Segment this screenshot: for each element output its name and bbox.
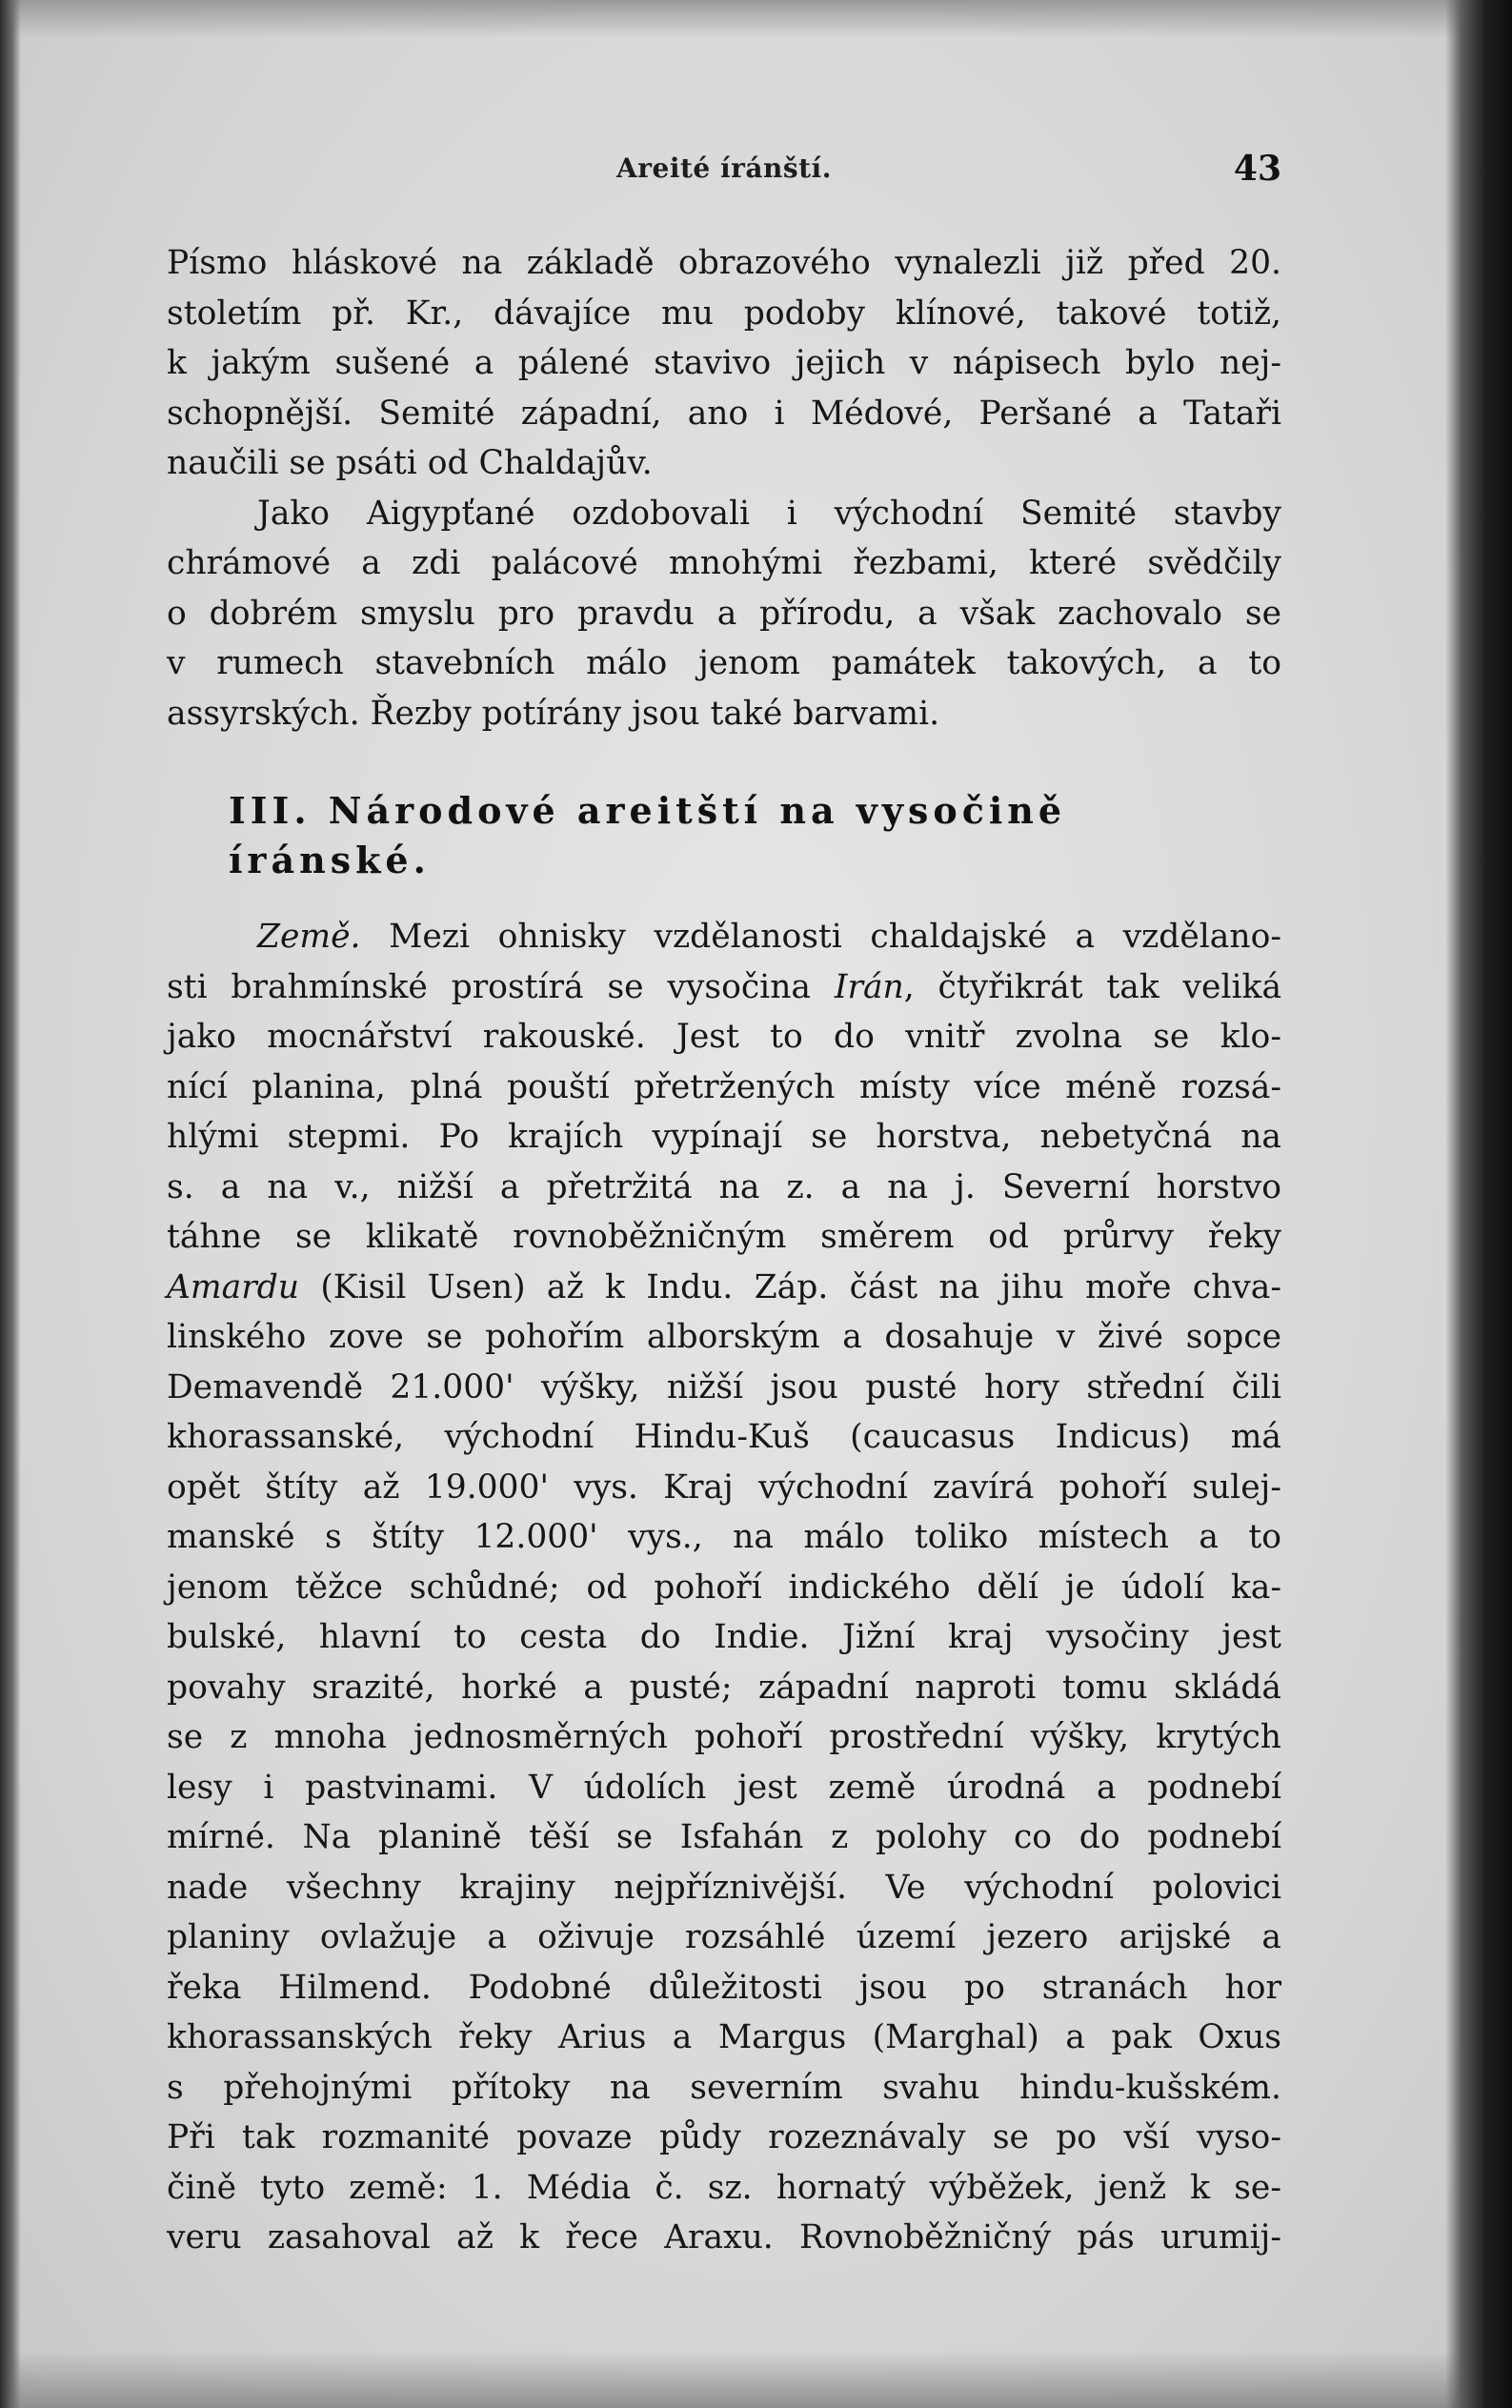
scan-edge-top (0, 0, 1512, 38)
text-line: khorassanských řeky Arius a Margus (Marghal) a pak Oxus (167, 2018, 1281, 2056)
spacer (167, 739, 1281, 786)
scan-edge-bottom (0, 2351, 1512, 2408)
text-line: mírné. Na planině těší se Isfahán z polohy co do podnebí (167, 1818, 1281, 1856)
running-title: Areité íránští. (616, 152, 832, 184)
text-line-content: Mezi ohnisky vzdělanosti chaldajské a vzdělano- (389, 918, 1281, 956)
text-line: povahy srazité, horké a pusté; západní naproti tomu skládá (167, 1668, 1281, 1707)
text-line: planiny ovlažuje a oživuje rozsáhlé území jezero arijské a (167, 1918, 1281, 1956)
text-line: Písmo hláskové na základě obrazového vynalezli již před 20. (167, 244, 1281, 282)
text-line: schopnější. Semité západní, ano i Médové, Peršané a Tataři (167, 394, 1281, 433)
text-line (167, 912, 1281, 962)
text-line: bulské, hlavní to cesta do Indie. Jižní kraj vysočiny jest (167, 1618, 1281, 1656)
text-line: nící planina, plná pouští přetržených místy více méně rozsá- (167, 1067, 1281, 1106)
text-line-content: (Kisil Usen) až k Indu. Záp. část na jihu moře chva- (320, 1267, 1282, 1306)
text-line: stoletím př. Kr., dávajíce mu podoby klínové, takové totiž, (167, 293, 1281, 333)
text-line-content: sti brahmínské prostírá se vysočina (167, 967, 811, 1006)
text-line-content: Jako Aigypťané ozdobovali i východní Semité stavby (257, 494, 1281, 533)
italic-term: Amardu (167, 1267, 299, 1306)
text-line: v rumech stavebních málo jenom památek takových, a to (167, 644, 1281, 682)
text-line: Při tak rozmanité povaze půdy rozeznávaly se po vší vyso- (167, 2118, 1281, 2156)
text-line: Demavendě 21.000' výšky, nižší jsou pusté hory střední čili (167, 1367, 1281, 1406)
text-line: s přehojnými přítoky na severním svahu hindu-kušském. (167, 2068, 1281, 2107)
text-line: jenom těžce schůdné; od pohoří indického dělí je údolí ka- (167, 1568, 1281, 1607)
text-line-content: , čtyřikrát tak veliká (903, 967, 1282, 1006)
lead-word: Země. (257, 918, 361, 956)
text-line: lesy i pastvinami. V údolích jest země úrodná a podnebí (167, 1768, 1281, 1807)
text-line: opět štíty až 19.000' vys. Kraj východní zavírá pohoří sulej- (167, 1467, 1281, 1507)
running-head (167, 149, 1281, 198)
paragraph (167, 489, 1281, 739)
text-line: se z mnoha jednosměrných pohoří prostřední výšky, krytých (167, 1718, 1281, 1756)
text-line: hlými stepmi. Po krajích vypínají se horstva, nebetyčná na (167, 1118, 1281, 1156)
paragraph (167, 238, 1281, 489)
text-line: táhne se klikatě rovnoběžničným směrem od průrvy řeky (167, 1218, 1281, 1256)
scan-edge-right (1445, 0, 1512, 2408)
text-line (167, 1263, 1281, 1313)
text-line: assyrských. Řezby potírány jsou také barvami. (167, 694, 940, 733)
text-line: čině tyto země: 1. Média č. sz. hornatý výběžek, jenž k se- (167, 2168, 1281, 2207)
text-line: jako mocnářství rakouské. Jest to do vnitř zvolna se klo- (167, 1018, 1281, 1056)
text-line: linského zove se pohořím alborským a dosahuje v živé sopce (167, 1318, 1281, 1356)
text-line: nade všechny krajiny nejpříznivější. Ve východní polovici (167, 1868, 1281, 1907)
scan-edge-left (0, 0, 21, 2408)
text-line (167, 962, 1281, 1013)
text-line: veru zasahoval až k řece Araxu. Rovnoběžničný pás urumij- (167, 2218, 1281, 2256)
text-line: manské s štíty 12.000' vys., na málo toliko místech a to (167, 1518, 1281, 1556)
text-line: o dobrém smyslu pro pravdu a přírodu, a však zachovalo se (167, 594, 1281, 633)
text-line: chrámové a zdi palácové mnohými řezbami, které svědčily (167, 544, 1281, 582)
text-line: s. a na v., nižší a přetržitá na z. a na j. Severní horstvo (167, 1167, 1281, 1206)
paragraph (167, 912, 1281, 2263)
text-line: řeka Hilmend. Podobné důležitosti jsou po stranách hor (167, 1968, 1281, 2007)
section-heading: III. Národové areitští na vysočině íránské. (229, 789, 1067, 881)
text-line (167, 489, 1281, 539)
italic-term: Irán (834, 967, 904, 1006)
text-line: khorassanské, východní Hindu-Kuš (caucasus Indicus) má (167, 1418, 1281, 1456)
page-number: 43 (1233, 149, 1281, 189)
body-text (167, 238, 1281, 2263)
text-line: k jakým sušené a pálené stavivo jejich v nápisech bylo nej- (167, 344, 1281, 382)
text-line: naučili se psáti od Chaldajův. (167, 444, 653, 482)
